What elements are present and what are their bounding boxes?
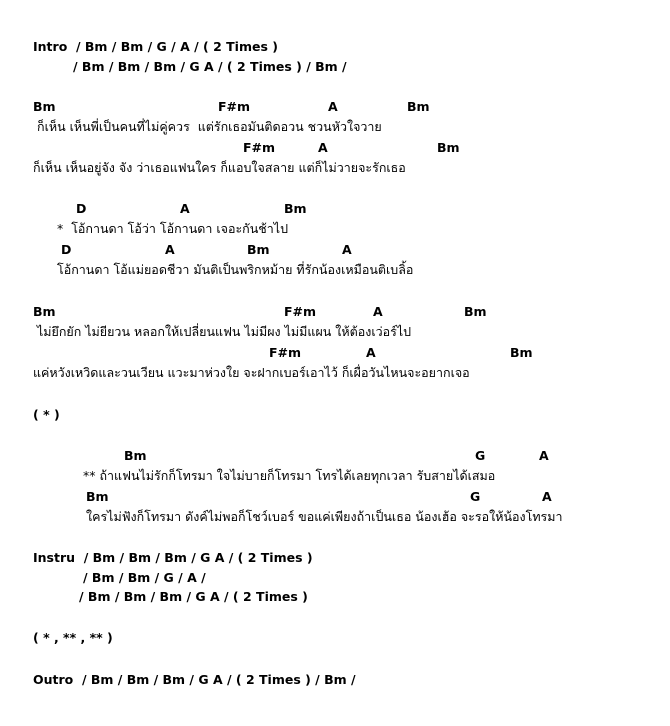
chord: G xyxy=(475,448,486,463)
lyric-line: ก็เห็น เห็นพี่เป็นคนที่ไม่คู่ควร แต่รักเธอมันติดอวน ชวนหัวใจวาย xyxy=(37,119,382,134)
chord: F#m xyxy=(243,140,276,155)
chord: F#m xyxy=(284,304,317,319)
chord: A xyxy=(318,140,328,155)
outro-line: Outro / Bm / Bm / Bm / G A / ( 2 Times ) / Bm / xyxy=(33,672,356,687)
chord: A xyxy=(328,99,338,114)
chord: A xyxy=(539,448,549,463)
chord: D xyxy=(61,242,72,257)
intro-line-2: / Bm / Bm / Bm / G A / ( 2 Times ) / Bm / xyxy=(73,59,347,74)
chord: F#m xyxy=(269,345,302,360)
lyric-line: โอ้กานดา โอ้แม่ยอดชีวา มันติเป็นพริกหม้าย ที่รักน้องเหมือนติเบลิ้อ xyxy=(57,262,414,277)
lyric-line: ก็เห็น เห็นอยู่จัง จัง ว่าเธอแฟนใคร ก็แอบใจสลาย แต่ก็ไม่วายจะรักเธอ xyxy=(33,160,406,175)
lyric-line: แค่หวังเหวิดและวนเวียน แวะมาห่วงใย จะฝากเบอร์เอาไว้ ก็เผื่อวันไหนจะอยากเจอ xyxy=(33,365,470,380)
intro-line-1: Intro / Bm / Bm / G / A / ( 2 Times ) xyxy=(33,39,278,54)
lyric-line: ไม่ยึกยัก ไม่ยียวน หลอกให้เปลี่ยนแฟน ไม่มีผง ไม่มีแผน ให้ต้องเว่อร์ไป xyxy=(33,324,412,339)
chord: A xyxy=(366,345,376,360)
chord: A xyxy=(180,201,190,216)
chord: Bm xyxy=(33,304,56,319)
chord: Bm xyxy=(284,201,307,216)
chord: Bm xyxy=(86,489,109,504)
chord: Bm xyxy=(437,140,460,155)
lyric-line: ** ถ้าแฟนไม่รักก็โทรมา ใจไม่บายก็โทรมา โทรได้เลยทุกเวลา รับสายได้เสมอ xyxy=(83,468,496,483)
chord: A xyxy=(165,242,175,257)
chord: A xyxy=(373,304,383,319)
instru-line-2: / Bm / Bm / G / A / xyxy=(83,570,206,585)
chord: Bm xyxy=(247,242,270,257)
chord: Bm xyxy=(407,99,430,114)
lyric-line: * โอ้กานดา โอ้ว่า โอ้กานดา เจอะกันช้าไป xyxy=(57,221,289,236)
chord: D xyxy=(76,201,87,216)
chord: Bm xyxy=(510,345,533,360)
repeat-marker: ( * , ** , ** ) xyxy=(33,630,113,645)
instru-line-3: / Bm / Bm / Bm / G A / ( 2 Times ) xyxy=(79,589,308,604)
chord: A xyxy=(342,242,352,257)
chord: Bm xyxy=(33,99,56,114)
chord: G xyxy=(470,489,481,504)
instru-line-1: Instru / Bm / Bm / Bm / G A / ( 2 Times ) xyxy=(33,550,313,565)
lyric-line: ใครไม่ฟังก็โทรมา ดังค์ไม่พอก็โชว์เบอร์ ขอแค่เพียงถ้าเป็นเธอ น้องเฮ้อ จะรอให้น้องโทรมา xyxy=(86,509,563,524)
chord: F#m xyxy=(218,99,251,114)
chord: Bm xyxy=(464,304,487,319)
repeat-marker: ( * ) xyxy=(33,407,60,422)
chord: A xyxy=(542,489,552,504)
chord: Bm xyxy=(124,448,147,463)
